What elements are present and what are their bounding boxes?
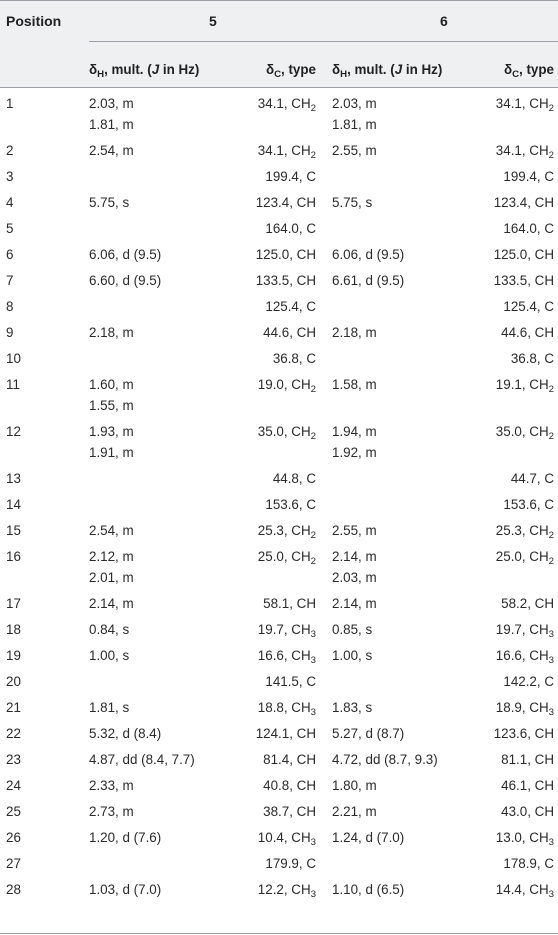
position-cell: 8 <box>6 299 14 314</box>
position-cell: 21 <box>6 700 21 715</box>
position-cell: 4 <box>6 195 14 210</box>
delta-c-cell-5: 179.9, C <box>265 856 316 871</box>
position-cell: 5 <box>6 221 14 236</box>
position-cell: 11 <box>6 377 20 392</box>
delta-c-cell-6: 19.1, $CH_2$ <box>495 377 554 395</box>
delta-h-cell-5: 1.91, m <box>89 445 134 460</box>
delta-h-cell-5: 0.84, s <box>89 622 130 637</box>
delta-h-cell-5: 5.75, s <box>89 195 130 210</box>
delta-c-cell-5: 164.0, C <box>265 221 316 236</box>
position-cell: 2 <box>6 143 14 158</box>
delta-h-cell-5: 1.20, d (7.6) <box>89 830 162 845</box>
position-cell: 16 <box>6 549 21 564</box>
position-cell: 20 <box>6 674 21 689</box>
delta-h-cell-6: 1.80, m <box>332 778 377 793</box>
delta-h-cell-6: 2.55, m <box>332 523 377 538</box>
position-cell: 13 <box>6 471 21 486</box>
delta-h-cell-5: 6.60, d (9.5) <box>89 273 162 288</box>
delta-h-cell-5: 2.54, m <box>89 523 134 538</box>
delta-c-cell-6: 58.2, CH <box>501 596 554 611</box>
delta-h-cell-6: 1.24, d (7.0) <box>332 830 405 845</box>
delta-h-cell-5: 4.87, dd (8.4, 7.7) <box>89 752 195 767</box>
delta-c-cell-5: 12.2, $CH_3$ <box>257 882 316 900</box>
delta-c-cell-6: 16.6, $CH_3$ <box>495 648 554 666</box>
delta-h-cell-5: 1.81, s <box>89 700 130 715</box>
delta-c-cell-5: 125.4, C <box>265 299 316 314</box>
position-cell: 12 <box>6 424 21 439</box>
delta-c-cell-6: 81.1, CH <box>501 752 554 767</box>
delta-h-cell-6: 2.14, m <box>332 549 377 564</box>
delta-c-cell-6: 19.7, $CH_3$ <box>495 622 554 640</box>
delta-c-cell-6: 123.6, CH <box>493 726 554 741</box>
delta-c-cell-6: 43.0, CH <box>501 804 554 819</box>
position-cell: 1 <box>6 96 14 111</box>
position-cell: 19 <box>6 648 21 663</box>
delta-c-cell-5: 25.0, $CH_2$ <box>257 549 316 567</box>
delta-c-cell-5: 199.4, C <box>265 169 316 184</box>
delta-c-cell-6: 34.1, $CH_2$ <box>495 143 554 161</box>
delta-c-cell-6: 36.8, C <box>510 351 554 366</box>
top-rule <box>0 0 558 1</box>
delta-h-cell-6: 1.94, m <box>332 424 377 439</box>
delta-c-cell-6: 133.5, CH <box>493 273 554 288</box>
delta-h-cell-6: 2.55, m <box>332 143 377 158</box>
delta-h-cell-6: 1.81, m <box>332 117 377 132</box>
delta-h-cell-5: 2.54, m <box>89 143 134 158</box>
delta-c-cell-5: 19.0, $CH_2$ <box>257 377 316 395</box>
delta-c-cell-6: 35.0, $CH_2$ <box>495 424 554 442</box>
delta-c-cell-5: 18.8, $CH_3$ <box>257 700 316 718</box>
delta-c-cell-6: 153.6, C <box>503 497 554 512</box>
delta-c-cell-5: 124.1, CH <box>255 726 316 741</box>
position-header: Position <box>6 13 62 29</box>
delta-c-cell-5: 35.0, $CH_2$ <box>257 424 316 442</box>
delta-h-cell-5: 5.32, d (8.4) <box>89 726 162 741</box>
delta-h-cell-5: 2.73, m <box>89 804 134 819</box>
delta-c-cell-5: 44.6, CH <box>263 325 316 340</box>
delta-c-cell-6: 125.4, C <box>503 299 554 314</box>
position-cell: 27 <box>6 856 21 871</box>
delta-h-cell-5: 1.60, m <box>89 377 134 392</box>
delta-h-cell-6: 6.61, d (9.5) <box>332 273 405 288</box>
position-cell: 23 <box>6 752 21 767</box>
delta-c-cell-5: 141.5, C <box>265 674 316 689</box>
delta-c-cell-6: 44.6, CH <box>501 325 554 340</box>
delta-h-header-6: $\delta_H$, mult. (J in Hz) <box>332 62 443 80</box>
delta-h-cell-6: 2.21, m <box>332 804 377 819</box>
position-cell: 22 <box>6 726 21 741</box>
delta-h-cell-6: 5.75, s <box>332 195 373 210</box>
delta-h-cell-5: 2.18, m <box>89 325 134 340</box>
delta-c-cell-5: 10.4, $CH_3$ <box>257 830 316 848</box>
delta-h-cell-5: 1.03, d (7.0) <box>89 882 162 897</box>
delta-c-header-5: $\delta_C$, type <box>265 62 316 80</box>
delta-c-cell-5: 153.6, C <box>265 497 316 512</box>
position-cell: 26 <box>6 830 21 845</box>
delta-h-cell-6: 2.03, m <box>332 96 377 111</box>
bottom-rule <box>0 933 558 934</box>
delta-h-cell-6: 0.85, s <box>332 622 373 637</box>
position-cell: 14 <box>6 497 21 512</box>
delta-c-cell-5: 40.8, CH <box>263 778 316 793</box>
delta-h-cell-5: 1.81, m <box>89 117 134 132</box>
delta-c-cell-6: 123.4, CH <box>493 195 554 210</box>
compound-rule <box>89 41 558 42</box>
compound-5-header: 5 <box>209 13 217 29</box>
delta-c-cell-6: 25.0, $CH_2$ <box>495 549 554 567</box>
delta-c-cell-6: 46.1, CH <box>501 778 554 793</box>
position-cell: 7 <box>6 273 14 288</box>
delta-c-cell-5: 19.7, $CH_3$ <box>257 622 316 640</box>
delta-c-cell-6: 164.0, C <box>503 221 554 236</box>
position-cell: 3 <box>6 169 14 184</box>
delta-c-cell-6: 199.4, C <box>503 169 554 184</box>
position-cell: 10 <box>6 351 21 366</box>
delta-c-cell-6: 14.4, $CH_3$ <box>495 882 554 900</box>
delta-h-cell-5: 1.93, m <box>89 424 134 439</box>
delta-h-cell-5: 6.06, d (9.5) <box>89 247 162 262</box>
delta-c-cell-6: 34.1, $CH_2$ <box>495 96 554 114</box>
position-cell: 24 <box>6 778 21 793</box>
delta-c-cell-5: 16.6, $CH_3$ <box>257 648 316 666</box>
delta-h-cell-5: 1.00, s <box>89 648 130 663</box>
position-cell: 6 <box>6 247 14 262</box>
delta-h-cell-5: 2.33, m <box>89 778 134 793</box>
delta-h-cell-6: 6.06, d (9.5) <box>332 247 405 262</box>
delta-h-header-5: $\delta_H$, mult. (J in Hz) <box>89 62 200 80</box>
header-rule <box>0 87 558 88</box>
compound-6-header: 6 <box>440 13 448 29</box>
delta-c-cell-5: 38.7, CH <box>263 804 316 819</box>
delta-c-cell-5: 34.1, $CH_2$ <box>257 96 316 114</box>
position-cell: 15 <box>6 523 21 538</box>
delta-c-cell-5: 36.8, C <box>272 351 316 366</box>
delta-c-cell-5: 133.5, CH <box>255 273 316 288</box>
delta-c-cell-6: 25.3, $CH_2$ <box>495 523 554 541</box>
delta-c-cell-5: 123.4, CH <box>255 195 316 210</box>
delta-h-cell-6: 1.58, m <box>332 377 377 392</box>
delta-c-cell-5: 44.8, C <box>272 471 316 486</box>
delta-h-cell-6: 5.27, d (8.7) <box>332 726 405 741</box>
delta-c-cell-5: 34.1, $CH_2$ <box>257 143 316 161</box>
delta-h-cell-6: 2.14, m <box>332 596 377 611</box>
delta-c-cell-5: 25.3, $CH_2$ <box>257 523 316 541</box>
delta-h-cell-6: 4.72, dd (8.7, 9.3) <box>332 752 438 767</box>
delta-h-cell-5: 1.55, m <box>89 398 134 413</box>
delta-h-cell-6: 2.18, m <box>332 325 377 340</box>
delta-c-header-6: $\delta_C$, type <box>503 62 554 80</box>
delta-c-cell-5: 58.1, CH <box>263 596 316 611</box>
delta-c-cell-6: 178.9, C <box>503 856 554 871</box>
delta-h-cell-6: 1.00, s <box>332 648 373 663</box>
delta-c-cell-5: 81.4, CH <box>263 752 316 767</box>
position-cell: 9 <box>6 325 14 340</box>
delta-c-cell-6: 125.0, CH <box>493 247 554 262</box>
position-cell: 25 <box>6 804 21 819</box>
delta-h-cell-5: 2.01, m <box>89 570 134 585</box>
delta-h-cell-6: 1.83, s <box>332 700 373 715</box>
position-cell: 17 <box>6 596 21 611</box>
delta-c-cell-6: 142.2, C <box>503 674 554 689</box>
delta-h-cell-5: 2.03, m <box>89 96 134 111</box>
position-cell: 28 <box>6 882 21 897</box>
delta-h-cell-5: 2.14, m <box>89 596 134 611</box>
delta-h-cell-6: 2.03, m <box>332 570 377 585</box>
delta-c-cell-6: 13.0, $CH_3$ <box>495 830 554 848</box>
delta-c-cell-6: 18.9, $CH_3$ <box>495 700 554 718</box>
delta-c-cell-5: 125.0, CH <box>255 247 316 262</box>
delta-c-cell-6: 44.7, C <box>510 471 554 486</box>
delta-h-cell-6: 1.10, d (6.5) <box>332 882 405 897</box>
delta-h-cell-6: 1.92, m <box>332 445 377 460</box>
delta-h-cell-5: 2.12, m <box>89 549 134 564</box>
position-cell: 18 <box>6 622 21 637</box>
